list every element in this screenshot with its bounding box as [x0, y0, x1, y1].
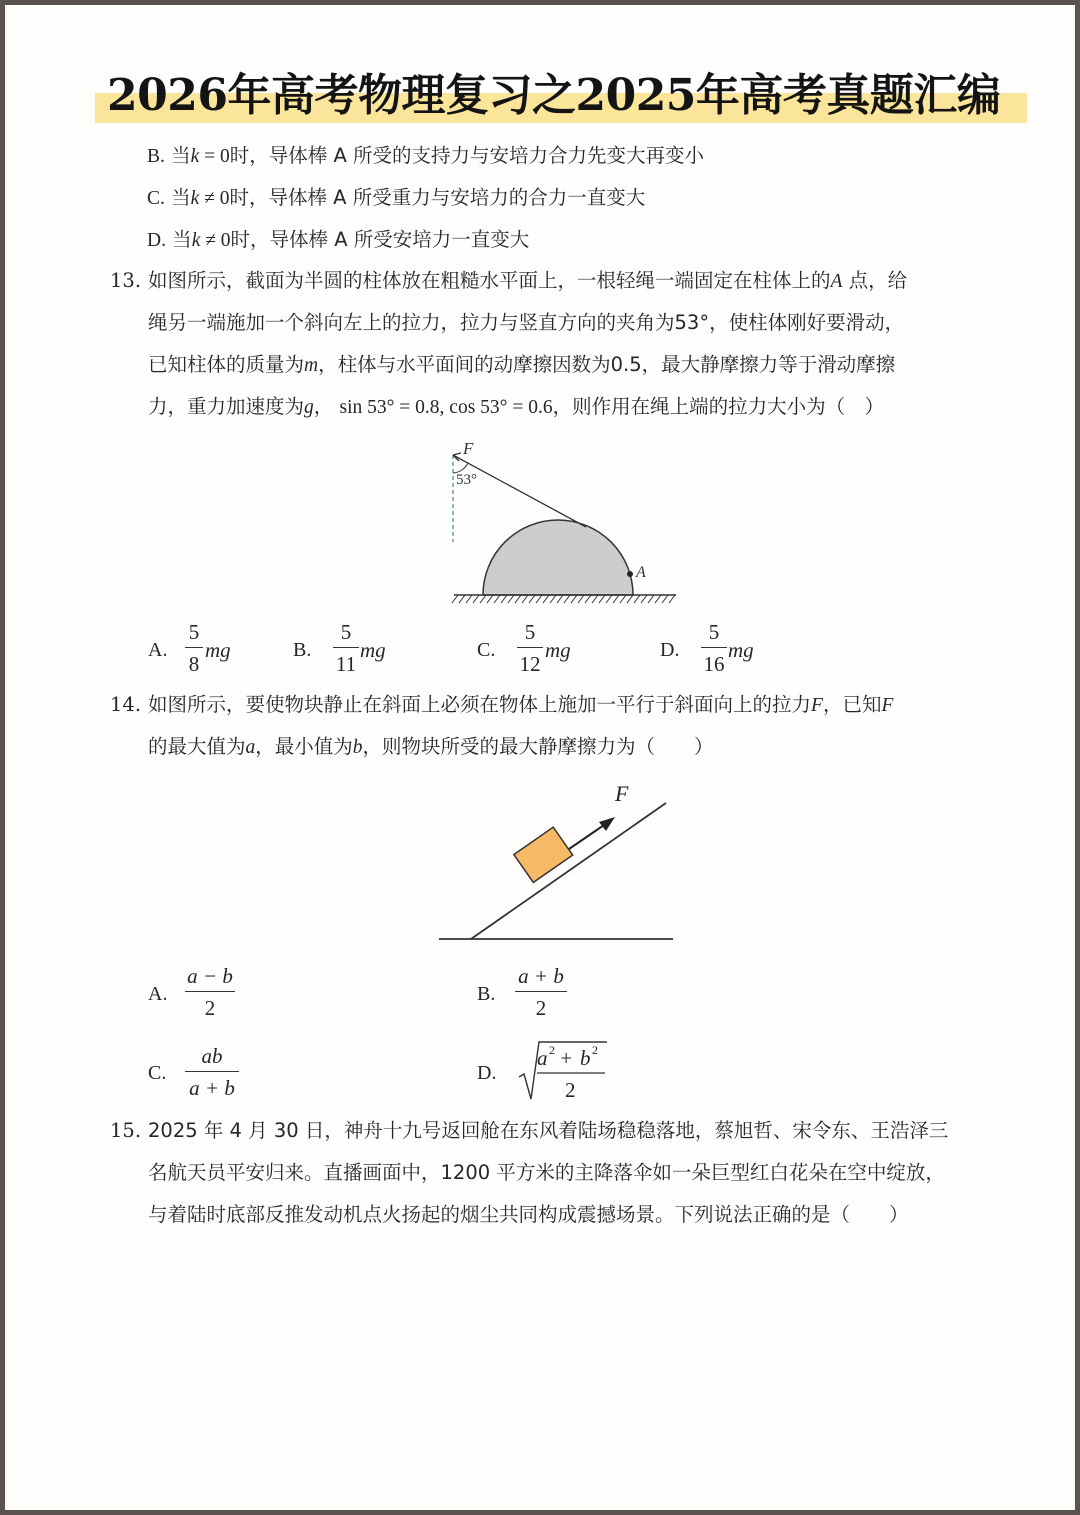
incline-line: [471, 803, 666, 939]
hatch-mark: [655, 595, 661, 603]
hatch-mark: [669, 595, 675, 603]
q14-option-a-label: A.: [148, 983, 168, 1005]
q13-line-4: 力，重力加速度为g， sin 53° = 0.8, cos 53° = 0.6，则作用在绳上端的拉力大小为（ ）: [148, 395, 885, 418]
hatch-mark: [480, 595, 486, 603]
hatch-mark: [459, 595, 465, 603]
hatch-mark: [648, 595, 654, 603]
hatch-mark: [543, 595, 549, 603]
q13-option-d-label: D.: [660, 639, 680, 661]
q12-option-c: C. 当k ≠ 0时，导体棒 A 所受重力与安培力的合力一直变大: [147, 186, 646, 209]
q15-line-3: 与着陆时底部反推发动机点火扬起的烟尘共同构成震撼场景。下列说法正确的是（ ）: [148, 1203, 909, 1226]
sqrt-num-b: b: [580, 1046, 591, 1070]
point-a-dot: [627, 571, 633, 577]
q14-option-d-sqrt: [517, 1039, 609, 1103]
hatch-mark: [641, 595, 647, 603]
hatch-mark: [564, 595, 570, 603]
hatch-mark: [473, 595, 479, 603]
label-f: F: [615, 781, 629, 806]
q15-line-1: 2025 年 4 月 30 日，神舟十九号返回舱在东风着陆场稳稳落地，蔡旭哲、宋令东、王浩泽三: [148, 1119, 949, 1142]
hatch-mark: [515, 595, 521, 603]
q13-option-c-fraction: 5 12: [517, 620, 543, 676]
label-f: F: [463, 439, 474, 458]
q13-option-a-label: A.: [148, 639, 168, 661]
hatch-mark: [494, 595, 500, 603]
ground-hatching: [452, 595, 675, 603]
title-text: 2026年高考物理复习之2025年高考真题汇编: [107, 70, 1001, 121]
sqrt-num-a: a: [537, 1046, 548, 1070]
q13-option-a-fraction: 5 8: [185, 620, 203, 676]
q13-option-b-unit: mg: [360, 638, 386, 662]
q14-option-d-label: D.: [477, 1062, 497, 1084]
hatch-mark: [585, 595, 591, 603]
q14-option-c-label: C.: [148, 1062, 167, 1084]
q13-option-a-unit: mg: [205, 638, 231, 662]
q14-option-a-fraction: a − b 2: [185, 964, 235, 1020]
q13-line-3: 已知柱体的质量为m，柱体与水平面间的动摩擦因数为0.5，最大静摩擦力等于滑动摩擦: [148, 353, 896, 376]
q15-number: 15.: [110, 1119, 142, 1142]
hatch-mark: [508, 595, 514, 603]
q13-option-b-label: B.: [293, 639, 312, 661]
q14-line-1: 如图所示，要使物块静止在斜面上必须在物体上施加一平行于斜面向上的拉力F，已知F: [148, 693, 894, 716]
hatch-mark: [557, 595, 563, 603]
exam-page: [5, 5, 1075, 1510]
q14-number: 14.: [110, 693, 142, 716]
sqrt-sup-2: 2: [592, 1043, 598, 1057]
hatch-mark: [613, 595, 619, 603]
force-arrowhead: [599, 817, 615, 831]
hatch-mark: [550, 595, 556, 603]
hatch-mark: [599, 595, 605, 603]
hatch-mark: [627, 595, 633, 603]
q13-option-d-unit: mg: [728, 638, 754, 662]
q13-option-b-fraction: 5 11: [333, 620, 359, 676]
hatch-mark: [662, 595, 668, 603]
hatch-mark: [578, 595, 584, 603]
force-arrow-shaft: [569, 823, 607, 849]
rope-line: [453, 455, 586, 527]
hatch-mark: [452, 595, 458, 603]
hatch-mark: [536, 595, 542, 603]
hatch-mark: [487, 595, 493, 603]
hatch-mark: [466, 595, 472, 603]
hatch-mark: [620, 595, 626, 603]
q13-line-1: 如图所示，截面为半圆的柱体放在粗糙水平面上，一根轻绳一端固定在柱体上的A 点，给: [148, 269, 908, 292]
label-a: A: [636, 564, 646, 581]
q12-option-d: D. 当k ≠ 0时，导体棒 A 所受安培力一直变大: [147, 228, 530, 251]
hatch-mark: [606, 595, 612, 603]
hatch-mark: [501, 595, 507, 603]
q14-line-2: 的最大值为a，最小值为b，则物块所受的最大静摩擦力为（ ）: [148, 735, 714, 758]
q13-number: 13.: [110, 269, 142, 292]
hatch-mark: [571, 595, 577, 603]
q13-line-2: 绳另一端施加一个斜向左上的拉力，拉力与竖直方向的夹角为53°，使柱体刚好要滑动，: [148, 311, 905, 334]
q13-figure: [440, 430, 685, 610]
q14-option-b-fraction: a + b 2: [515, 964, 567, 1020]
q14-figure: [435, 775, 680, 945]
sqrt-den: 2: [565, 1078, 576, 1102]
sqrt-plus: +: [555, 1046, 578, 1070]
q13-option-d-fraction: 5 16: [701, 620, 727, 676]
q14-option-b-label: B.: [477, 983, 496, 1005]
hatch-mark: [522, 595, 528, 603]
q15-line-2: 名航天员平安归来。直播画面中，1200 平方米的主降落伞如一朵巨型红白花朵在空中绽放，: [148, 1161, 945, 1184]
q13-option-c-unit: mg: [545, 638, 571, 662]
rope-arrowhead: [453, 453, 461, 455]
label-angle: 53°: [456, 472, 477, 488]
q12-option-b: B. 当k = 0时，导体棒 A 所受的支持力与安培力合力先变大再变小: [147, 144, 705, 167]
hatch-mark: [634, 595, 640, 603]
hatch-mark: [592, 595, 598, 603]
sqrt-sup-1: 2: [549, 1043, 555, 1057]
q13-option-c-label: C.: [477, 639, 496, 661]
page-title: [95, 65, 1027, 125]
q14-option-c-fraction: ab a + b: [185, 1044, 239, 1100]
half-cylinder: [483, 520, 633, 595]
hatch-mark: [529, 595, 535, 603]
